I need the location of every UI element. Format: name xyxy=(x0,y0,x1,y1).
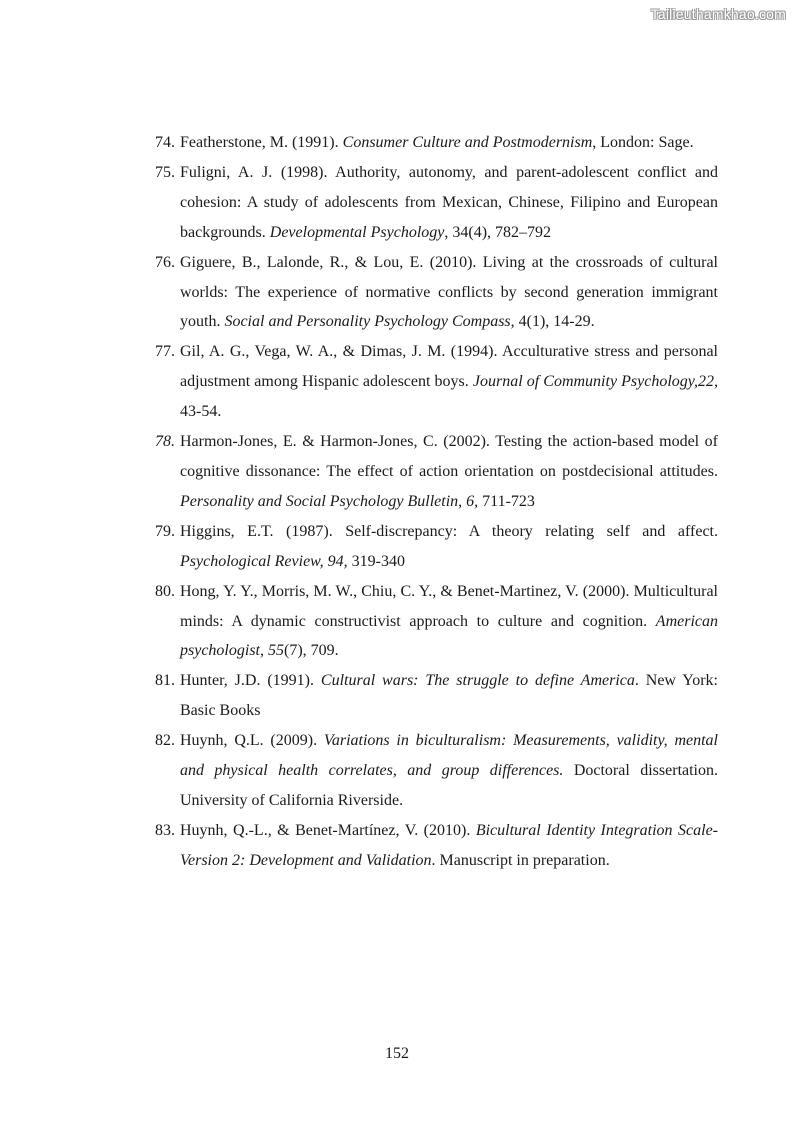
reference-title: Cultural wars: The struggle to define America xyxy=(320,672,635,690)
reference-list xyxy=(155,128,718,876)
reference-item xyxy=(155,577,718,667)
reference-number: 76. xyxy=(155,253,175,271)
reference-segment: Huynh, Q.-L., & Benet-Martínez, V. (2010). xyxy=(180,821,476,839)
reference-title: Variations in biculturalism: Measurements, validity, mental and physical health correlates, and group differences. xyxy=(180,732,718,780)
reference-number: 81. xyxy=(155,672,175,690)
reference-segment: Higgins, E.T. (1987). Self-discrepancy: A theory relating self and affect. xyxy=(180,522,718,540)
reference-text xyxy=(180,427,718,517)
reference-number: 74. xyxy=(155,134,175,151)
reference-number: 79. xyxy=(155,522,175,540)
reference-text xyxy=(180,337,718,427)
reference-item xyxy=(155,337,718,427)
reference-number: 75. xyxy=(155,163,175,181)
reference-title: Consumer Culture and Postmodernism xyxy=(342,134,593,151)
reference-title: Developmental Psychology xyxy=(269,223,445,241)
reference-segment: Hunter, J.D. (1991). xyxy=(180,672,321,690)
reference-segment: 43-54. xyxy=(180,403,222,421)
reference-text xyxy=(180,666,718,726)
reference-title: Journal of Community Psychology,22, xyxy=(472,373,718,391)
reference-segment: , 34(4), 782–792 xyxy=(444,223,552,241)
reference-text xyxy=(180,726,718,816)
reference-segment: 711-723 xyxy=(478,492,535,510)
reference-text xyxy=(180,128,718,158)
page-number: 152 xyxy=(385,1045,409,1062)
reference-segment: . Manuscript in preparation. xyxy=(431,851,610,869)
reference-segment: Featherstone, M. (1991). xyxy=(180,134,343,151)
reference-title: Psychological Review, 94, xyxy=(180,552,348,570)
watermark-text: Tailieuthamkhao.com xyxy=(650,6,786,22)
reference-item xyxy=(155,726,718,816)
reference-text xyxy=(180,577,718,667)
reference-title: 55 xyxy=(268,642,284,660)
reference-segment: . New York: Basic Books xyxy=(180,672,719,720)
reference-segment: Hong, Y. Y., Morris, M. W., Chiu, C. Y., & Benet-Martinez, V. (2000). Multicultural minds: A dynamic constructivist approach to culture and cognition. xyxy=(180,582,718,630)
reference-segment: 319-340 xyxy=(347,552,405,570)
reference-segment: Fuligni, A. J. (1998). Authority, autonomy, and parent-adolescent conflict and cohesion: A study of adolescents from Mexican, Chinese, Filipino and European backgrounds. xyxy=(180,163,718,241)
reference-segment: Gil, A. G., Vega, W. A., & Dimas, J. M. (1994). Acculturative stress and personal adjustment among Hispanic adolescent boys. xyxy=(180,343,718,391)
reference-segment: Giguere, B., Lalonde, R., & Lou, E. (2010). Living at the crossroads of cultural worlds: The experience of normative conflicts by second generation immigrant youth. xyxy=(180,253,718,331)
reference-item xyxy=(155,427,718,517)
reference-segment: (7), 709. xyxy=(284,642,339,660)
reference-number: 80. xyxy=(155,582,175,600)
reference-text xyxy=(180,248,718,338)
reference-item xyxy=(155,248,718,338)
reference-item xyxy=(155,517,718,577)
reference-segment: Huynh, Q.L. (2009). xyxy=(180,732,324,750)
reference-title: Social and Personality Psychology Compass xyxy=(224,313,511,331)
reference-number: 77. xyxy=(155,343,175,361)
reference-text xyxy=(180,517,718,577)
reference-number: 78. xyxy=(155,433,175,451)
reference-title: Personality and Social Psychology Bulletin, 6, xyxy=(180,492,479,510)
reference-item xyxy=(155,666,718,726)
reference-number: 82. xyxy=(155,732,175,750)
reference-number: 83. xyxy=(155,821,175,839)
reference-segment: , xyxy=(260,642,268,660)
reference-segment: Harmon-Jones, E. & Harmon-Jones, C. (2002). Testing the action-based model of cognitive dissonance: The effect of action orientation on postdecisional attitudes. xyxy=(180,433,718,480)
reference-text xyxy=(180,816,718,876)
reference-text xyxy=(180,158,718,248)
reference-item xyxy=(155,158,718,248)
reference-segment: Doctoral dissertation. University of California Riverside. xyxy=(180,762,719,809)
reference-title: Bicultural Identity Integration Scale-Version 2: Development and Validation xyxy=(180,821,718,869)
reference-segment: , London: Sage. xyxy=(592,134,694,151)
reference-title: American psychologist xyxy=(180,612,718,660)
reference-item xyxy=(155,816,718,876)
reference-segment: , 4(1), 14-29. xyxy=(510,313,595,331)
reference-item xyxy=(155,128,718,158)
